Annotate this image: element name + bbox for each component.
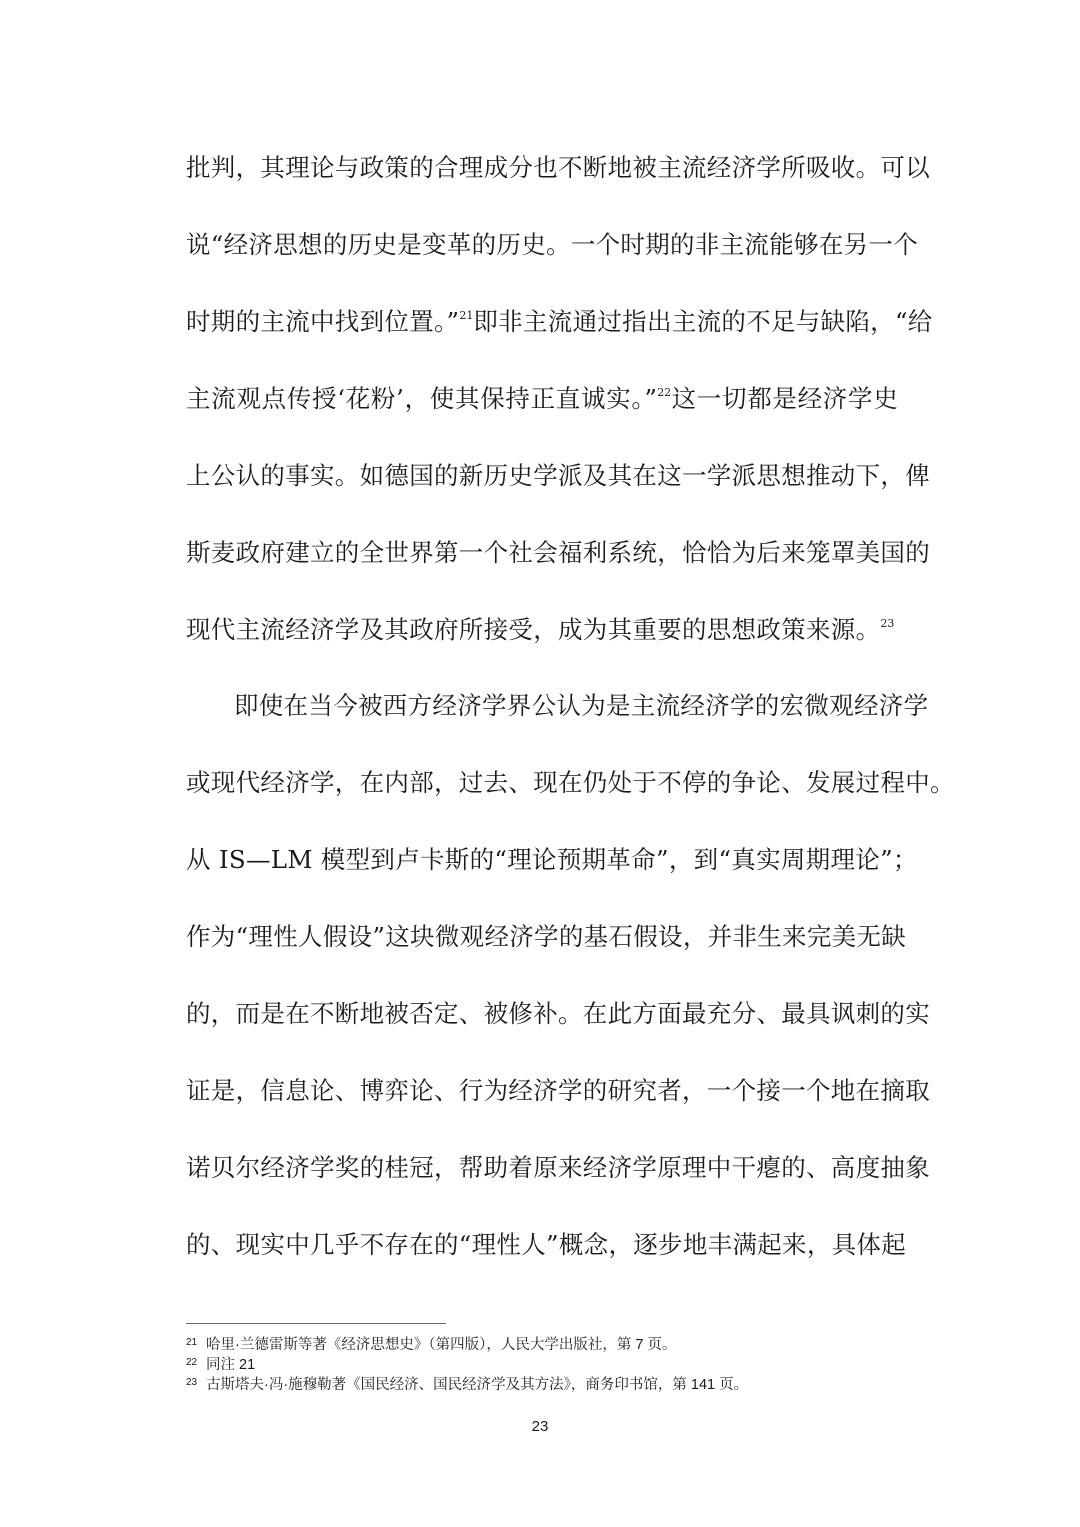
text-line: 证是，信息论、博弈论、行为经济学的研究者，一个接一个地在摘取 [186, 1076, 930, 1105]
text-line: 作为“理性人假设”这块微观经济学的基石假设，并非生来完美无缺 [186, 922, 907, 951]
text-line: 批判，其理论与政策的合理成分也不断地被主流经济学所吸收。可以 [186, 153, 930, 182]
page-number: 23 [531, 1418, 549, 1435]
text-line: 即使在当今被西方经济学界公认为是主流经济学的宏微观经济学 [234, 691, 929, 720]
text-line: 时期的主流中找到位置。”$^{21}$即非主流通过指出主流的不足与缺陷，“给 [186, 307, 933, 336]
footnote-text: 哈里·兰德雷斯等著《经济思想史》（第四版），人民大学出版社，第 7 页。 [206, 1337, 677, 1353]
footnote-text: 同注 21 [206, 1357, 256, 1373]
text-line: 说“经济思想的历史是变革的历史。一个时期的非主流能够在另一个 [186, 230, 919, 259]
footnote-item [186, 1333, 898, 1353]
footnote-text: 古斯塔夫·冯·施穆勒著《国民经济、国民经济学及其方法》，商务印书馆，第 141 页。 [206, 1377, 749, 1393]
footnote-item [186, 1373, 898, 1393]
footnote-ref-21[interactable]: 21 [459, 309, 474, 322]
text-line: 的、现实中几乎不存在的“理性人”概念，逐步地丰满起来，具体起 [186, 1230, 907, 1259]
text-line: 斯麦政府建立的全世界第一个社会福利系统，恰恰为后来笼罩美国的 [186, 538, 930, 567]
text-line: 诺贝尔经济学奖的桂冠，帮助着原来经济学原理中干瘪的、高度抽象 [186, 1153, 930, 1182]
text-line: 的，而是在不断地被否定、被修补。在此方面最充分、最具讽刺的实 [186, 999, 930, 1028]
footnote-ref-23[interactable]: 23 [880, 617, 895, 630]
text-line: 主流观点传授‘花粉’，使其保持正直诚实。”$^{22}$这一切都是经济学史 [186, 384, 898, 413]
footnote-item [186, 1353, 898, 1373]
footnote-number: 22 [186, 1357, 198, 1368]
footnote-number: 23 [186, 1377, 198, 1388]
text-line: 或现代经济学，在内部，过去、现在仍处于不停的争论、发展过程中。 [186, 768, 955, 797]
text-line: 从 IS—LM 模型到卢卡斯的“理论预期革命”，到“真实周期理论”； [186, 845, 918, 874]
footnote-number: 21 [186, 1337, 198, 1348]
footnote-ref-22[interactable]: 22 [657, 386, 672, 399]
text-line: 现代主流经济学及其政府所接受，成为其重要的思想政策来源。$^{23}$ [186, 615, 895, 644]
text-line: 上公认的事实。如德国的新历史学派及其在这一学派思想推动下，俾 [186, 461, 930, 490]
footnotes [186, 1333, 898, 1393]
footnote-separator [186, 1323, 446, 1324]
